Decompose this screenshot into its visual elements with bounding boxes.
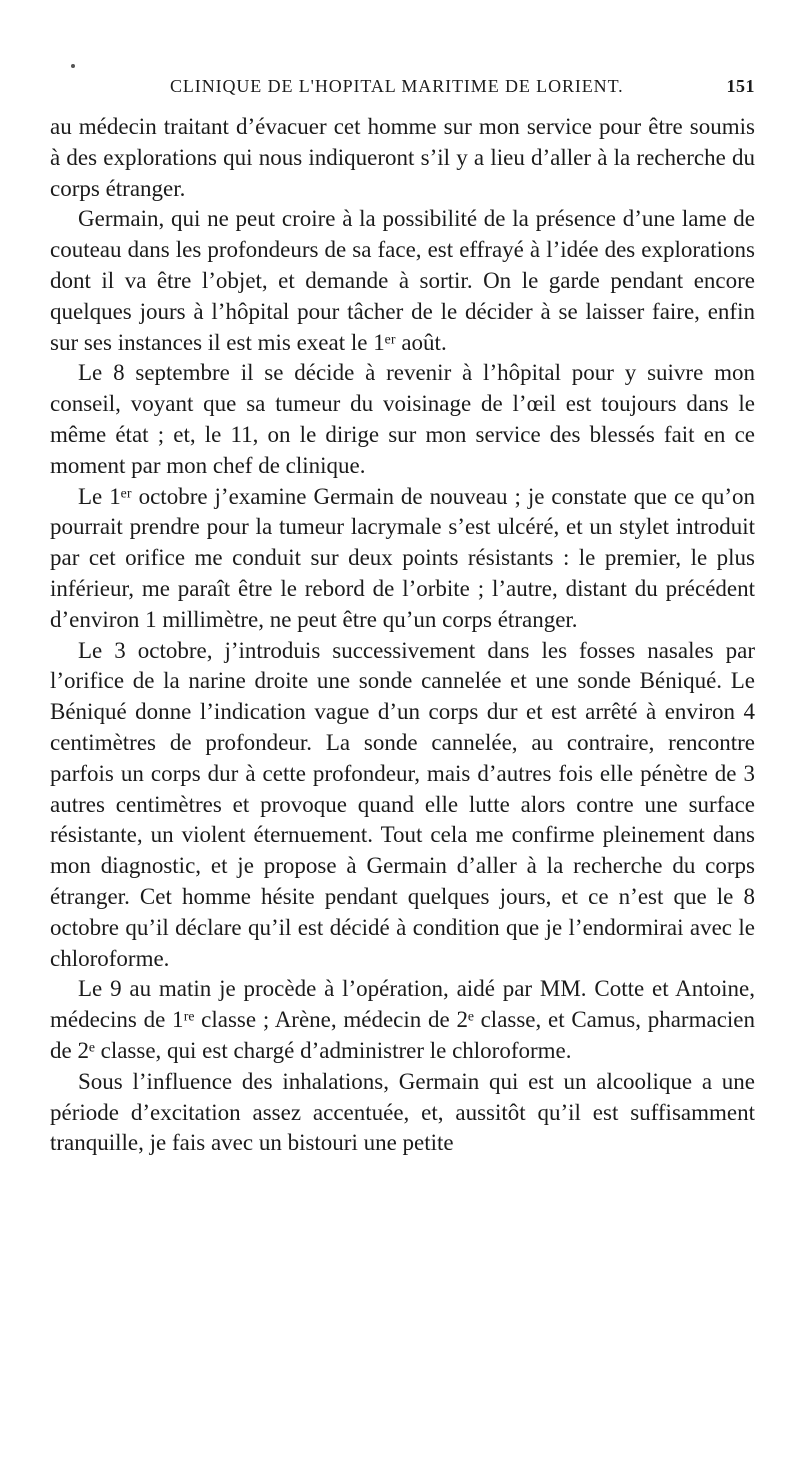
book-page <box>50 70 755 1159</box>
paragraph: au médecin traitant d’évacuer cet homme sur mon service pour être soumis à des explorations qui nous indiqueront s’il y a lieu d’aller à la recherche du corps étranger. <box>50 114 755 201</box>
running-header <box>50 70 755 104</box>
paragraph: Le 1ᵉʳ octobre j’examine Germain de nouveau ; je constate que ce qu’on pourrait prendre pour la tumeur lacrymale s’est ulcéré, et un stylet introduit par cet orifice me conduit sur deux points résistants : le premier, le plus inférieur, me paraît être le rebord de l’orbite ; l’autre, distant du précédent d’environ 1 millimètre, ne peut être qu’un corps étranger. <box>50 483 755 632</box>
print-speck <box>71 64 75 68</box>
paragraph: Germain, qui ne peut croire à la possibilité de la présence d’une lame de couteau dans les profondeurs de sa face, est effrayé à l’idée des explorations dont il va être l’objet, et demande à sortir. On le garde pendant encore quelques jours à l’hôpital pour tâcher de le décider à se laisser faire, enfin sur ses instances il est mis exeat le 1ᵉʳ août. <box>50 206 755 355</box>
paragraph: Sous l’influence des inhalations, Germain qui est un alcoolique a une période d’excitation assez accentuée, et, aussitôt qu’il est suffisamment tranquille, je fais avec un bistouri une petite <box>50 1068 755 1156</box>
paragraph: Le 9 au matin je procède à l’opération, aidé par MM. Cotte et Antoine, médecins de 1ʳᵉ classe ; Arène, médecin de 2ᵉ classe, et Camus, pharmacien de 2ᵉ classe, qui est chargé d’administrer le chloroforme. <box>50 976 755 1063</box>
paragraph: Le 8 septembre il se décide à revenir à l’hôpital pour y suivre mon conseil, voyant que sa tumeur du voisinage de l’œil est toujours dans le même état ; et, le 11, on le dirige sur mon service des blessés fait en ce moment par mon chef de clinique. <box>50 360 755 478</box>
page-number: 151 <box>726 76 755 96</box>
paragraph: Le 3 octobre, j’introduis successivement dans les fosses nasales par l’orifice de la narine droite une sonde cannelée et une sonde Béniqué. Le Béniqué donne l’indication vague d’un corps dur et est arrêté à environ 4 centimètres de profondeur. La sonde cannelée, au contraire, rencontre parfois un corps dur à cette profondeur, mais d’autres fois elle pénètre de 3 autres centimètres et provoque quand elle lutte alors contre une surface résistante, un violent éternuement. Tout cela me confirme pleinement dans mon diagnostic, et je propose à Germain d’aller à la recherche du corps étranger. Cet homme hésite pendant quelques jours, et ce n’est que le 8 octobre qu’il déclare qu’il est décidé à condition que je l’endormirai avec le chloroforme. <box>50 637 755 971</box>
running-title: CLINIQUE DE L'HOPITAL MARITIME DE LORIENT. <box>170 76 624 96</box>
body-text <box>50 112 755 1159</box>
